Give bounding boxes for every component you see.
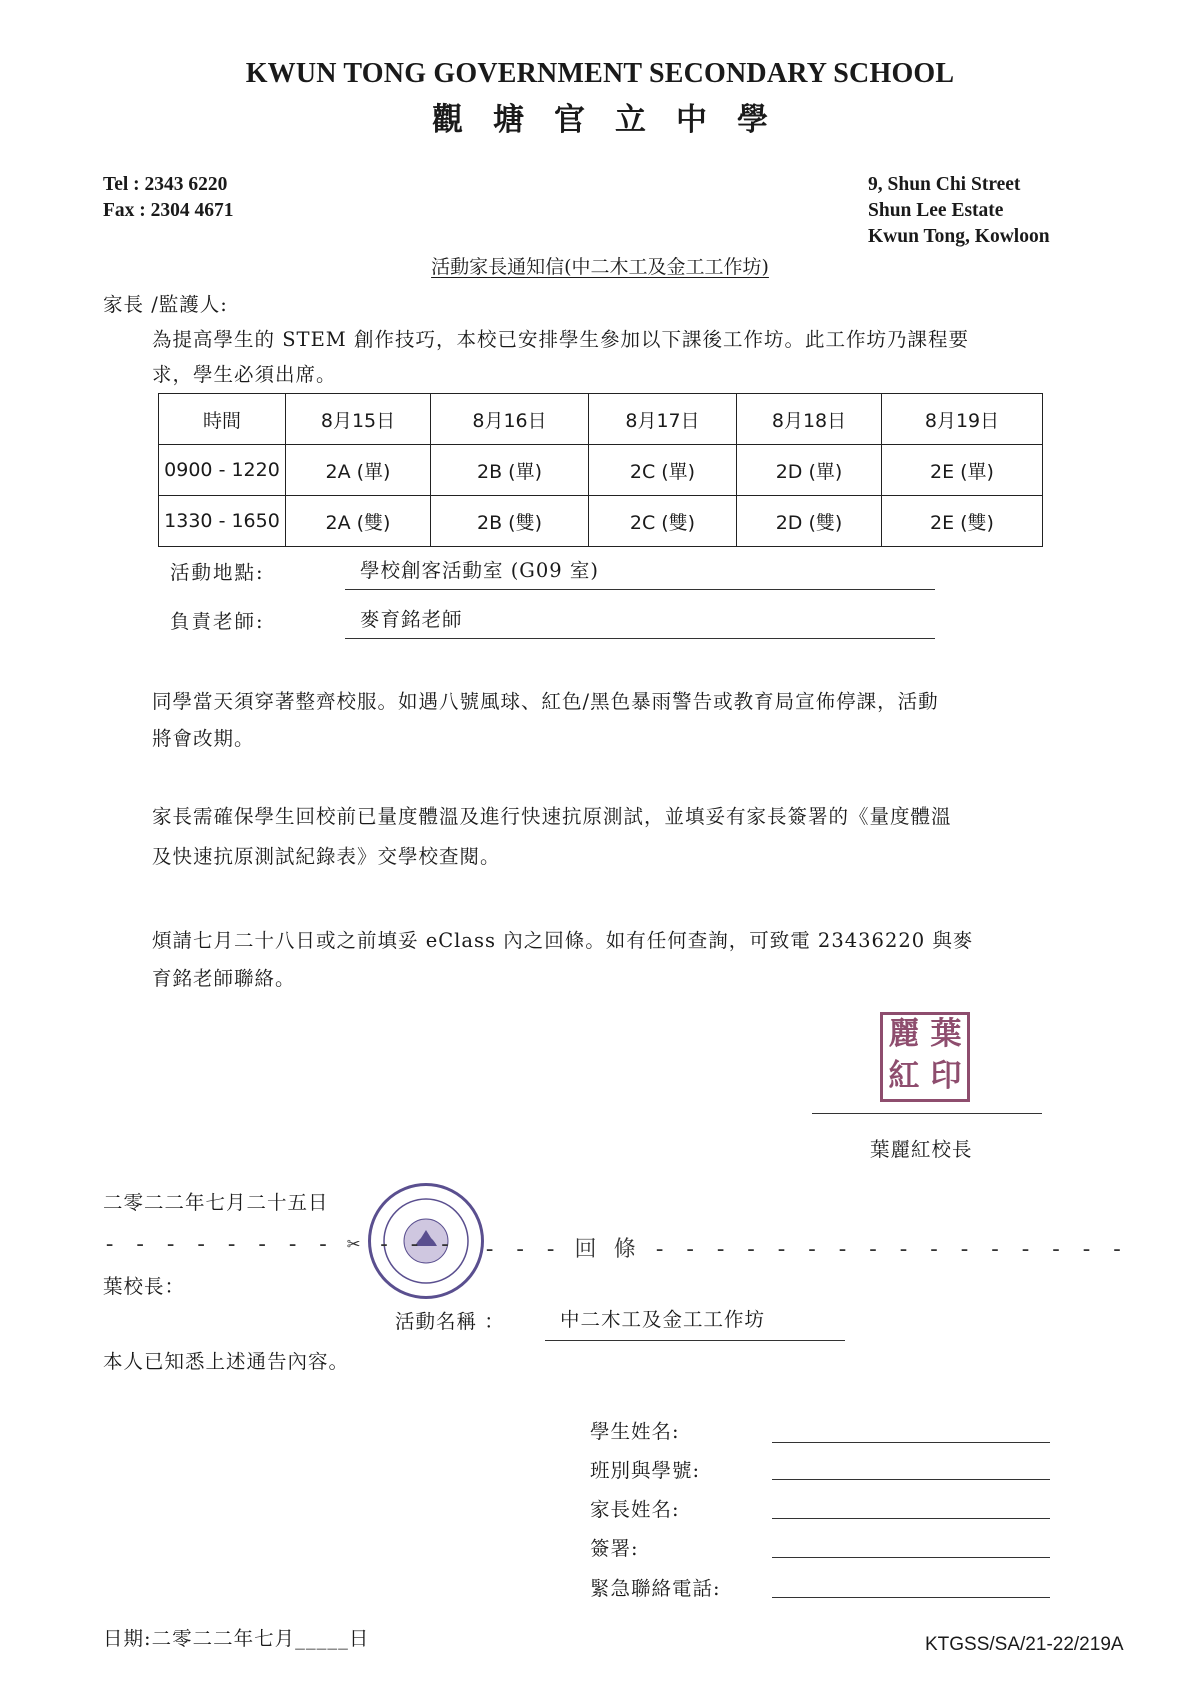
header-cell: 時間: [159, 394, 286, 445]
table-cell: 0900 - 1220: [159, 445, 286, 496]
activity-value: 中二木工及金工工作坊: [560, 1308, 766, 1331]
address-block: [868, 172, 1050, 250]
venue-value: 學校創客活動室 (G09 室): [360, 559, 600, 582]
header-cell: 8月16日: [431, 394, 589, 445]
table-cell: 2B (雙): [431, 496, 589, 547]
school-name-zh: 觀塘官立中學: [432, 102, 798, 138]
activity-label: 活動名稱 ：: [395, 1310, 505, 1333]
table-cell: 1330 - 1650: [159, 496, 286, 547]
teacher-value: 麥育銘老師: [360, 608, 463, 631]
address-line-2: Shun Lee Estate: [868, 200, 1004, 221]
para1-line-2: 將會改期。: [152, 727, 255, 750]
para3-line-2: 育銘老師聯絡。: [152, 967, 296, 990]
activity-underline: [545, 1340, 845, 1341]
principal-title: 葉麗紅校長: [870, 1138, 973, 1161]
reply-date-line: 日期:二零二二年七月_____日: [103, 1627, 370, 1650]
schedule-header-row: [159, 394, 1043, 445]
table-cell: 2A (單): [286, 445, 431, 496]
signature-label: 簽署:: [590, 1537, 639, 1560]
header-cell: 8月19日: [882, 394, 1043, 445]
seal-char: 印: [930, 1058, 962, 1094]
schedule-row: [159, 445, 1043, 496]
notice-title: 活動家長通知信(中二木工及金工工作坊): [431, 256, 769, 278]
address-line-1: 9, Shun Chi Street: [868, 174, 1021, 195]
para2-line-1: 家長需確保學生回校前已量度體溫及進行快速抗原測試，並填妥有家長簽署的《量度體溫: [152, 805, 952, 828]
table-cell: 2E (雙): [882, 496, 1043, 547]
class-number-field[interactable]: [772, 1479, 1050, 1480]
notice-date: 二零二二年七月二十五日: [103, 1191, 329, 1214]
cut-line-right: - - - 回 條 - - - - - - - - - - - - - - - -: [483, 1237, 1126, 1262]
teacher-underline: [345, 638, 935, 639]
teacher-label: 負責老師:: [170, 610, 265, 633]
header-cell: 8月17日: [589, 394, 737, 445]
cut-line-left: - - - - - - - - ✂ - - -: [103, 1232, 454, 1257]
parent-name-field[interactable]: [772, 1518, 1050, 1519]
school-name-en: KWUN TONG GOVERNMENT SECONDARY SCHOOL: [245, 58, 955, 89]
student-name-field[interactable]: [772, 1442, 1050, 1443]
emergency-phone-label: 緊急聯絡電話:: [590, 1577, 721, 1600]
para1-line-1: 同學當天須穿著整齊校服。如遇八號風球、紅色/黑色暴雨警告或教育局宣佈停課，活動: [152, 690, 939, 713]
salutation: 家長 /監護人:: [103, 293, 228, 316]
table-cell: 2D (單): [737, 445, 882, 496]
venue-label: 活動地點:: [170, 561, 265, 584]
acknowledge-text: 本人已知悉上述通告內容。: [103, 1350, 350, 1373]
reference-number: KTGSS/SA/21-22/219A: [925, 1634, 1124, 1655]
venue-underline: [345, 589, 935, 590]
seal-char: 紅: [888, 1058, 920, 1094]
table-cell: 2A (雙): [286, 496, 431, 547]
fax-number: Fax : 2304 4671: [103, 200, 234, 221]
schedule-row: [159, 496, 1043, 547]
seal-char: 麗: [888, 1016, 920, 1052]
para2-line-2: 及快速抗原測試紀錄表》交學校查閱。: [152, 845, 501, 868]
header-cell: 8月18日: [737, 394, 882, 445]
parent-name-label: 家長姓名:: [590, 1498, 680, 1521]
header-cell: 8月15日: [286, 394, 431, 445]
reply-addressee: 葉校長：: [103, 1275, 186, 1298]
table-cell: 2D (雙): [737, 496, 882, 547]
schedule-table: [158, 393, 1043, 547]
contact-block: [103, 172, 234, 224]
table-cell: 2E (單): [882, 445, 1043, 496]
signature-field[interactable]: [772, 1557, 1050, 1558]
seal-char: 葉: [930, 1016, 962, 1052]
table-cell: 2B (單): [431, 445, 589, 496]
signature-line: [812, 1113, 1042, 1114]
class-number-label: 班別與學號:: [590, 1459, 701, 1482]
table-cell: 2C (單): [589, 445, 737, 496]
student-name-label: 學生姓名:: [590, 1420, 680, 1443]
emergency-phone-field[interactable]: [772, 1597, 1050, 1598]
para3-line-1: 煩請七月二十八日或之前填妥 eClass 內之回條。如有任何查詢，可致電 23436220 與麥: [152, 929, 974, 952]
address-line-3: Kwun Tong, Kowloon: [868, 226, 1050, 247]
intro-line-2: 求，學生必須出席。: [152, 363, 337, 386]
principal-seal-stamp: [880, 1012, 970, 1102]
intro-line-1: 為提高學生的 STEM 創作技巧，本校已安排學生參加以下課後工作坊。此工作坊乃課程要: [152, 328, 969, 351]
tel-number: Tel : 2343 6220: [103, 174, 228, 195]
table-cell: 2C (雙): [589, 496, 737, 547]
